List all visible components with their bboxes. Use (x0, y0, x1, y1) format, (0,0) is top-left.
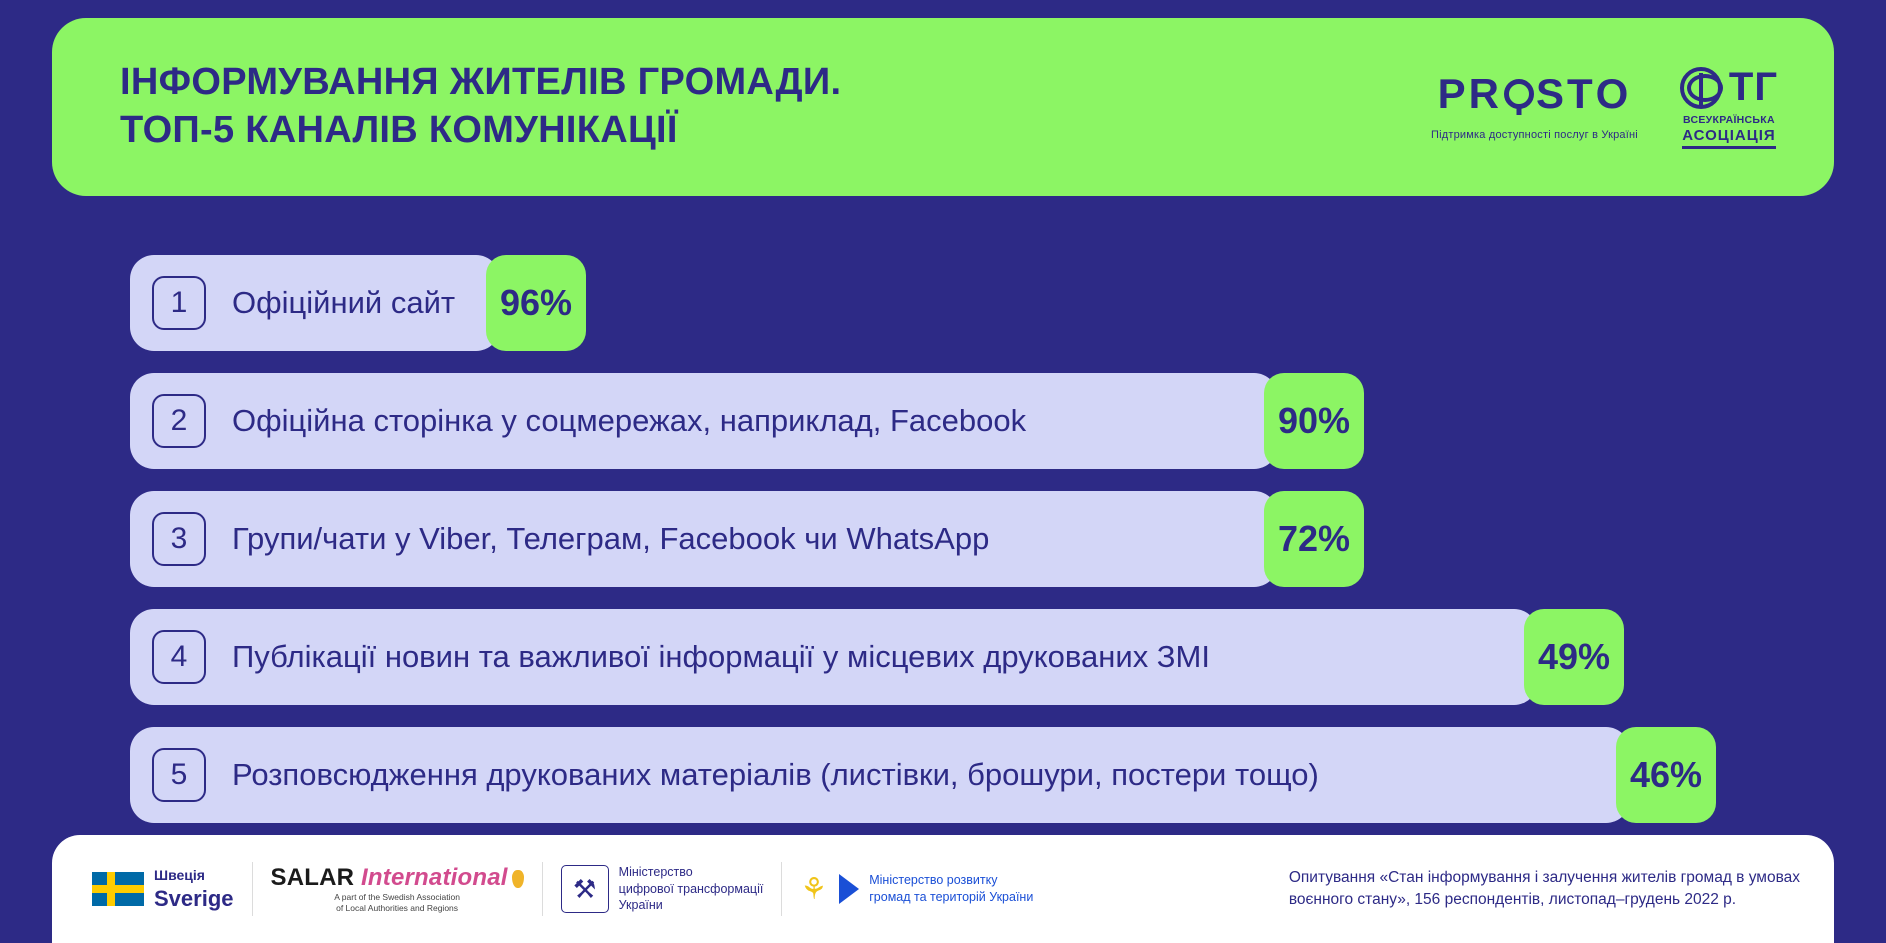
survey-note (1289, 867, 1800, 910)
sweden-logo (92, 867, 234, 911)
rank-number: 2 (152, 394, 206, 448)
logo-group (1431, 65, 1778, 149)
arrow-icon (839, 874, 859, 904)
channel-label: Публікації новин та важливої інформації у місцевих друкованих ЗМІ (232, 639, 1210, 674)
rank-number: 4 (152, 630, 206, 684)
rank-bar (130, 373, 1278, 469)
percent-badge: 72% (1264, 491, 1364, 587)
ministry-digital-line-2: цифрової трансформації (618, 881, 764, 896)
title-line-2: ТОП-5 КАНАЛІВ КОМУНІКАЦІЇ (120, 109, 678, 151)
header-banner (52, 18, 1834, 196)
footer-bar (52, 835, 1834, 943)
list-item (130, 727, 1770, 823)
channel-label: Офіційний сайт (232, 285, 456, 320)
channel-label: Офіційна сторінка у соцмережах, наприклад, Facebook (232, 403, 1027, 438)
tryzub-icon: ⚘ (800, 872, 828, 906)
ranking-list (130, 255, 1770, 845)
percent-badge: 96% (486, 255, 586, 351)
page-title (120, 59, 841, 155)
rank-bar (130, 609, 1538, 705)
prosto-st: ST (1535, 70, 1596, 117)
sweden-label-sv: Sverige (154, 885, 234, 911)
rank-bar (130, 727, 1630, 823)
prosto-tagline: Підтримка доступності послуг в Україні (1430, 129, 1638, 141)
ministry-digital-logo (561, 864, 764, 915)
divider (542, 862, 543, 916)
salar-name: SALAR (270, 863, 355, 891)
ministry-digital-line-3: України (618, 898, 663, 913)
globe-icon (1680, 67, 1722, 109)
channel-label: Розповсюдження друкованих матеріалів (листівки, брошури, постери тощо) (232, 757, 1319, 792)
survey-note-line-2: воєнного стану», 156 респондентів, листопад–грудень 2022 р. (1288, 891, 1737, 908)
salar-wordmark (271, 864, 524, 892)
list-item (130, 373, 1770, 469)
prosto-pr: PR (1437, 70, 1502, 117)
ministry-digital-line-1: Міністерство (618, 864, 693, 879)
ministry-development-logo (800, 872, 1033, 907)
tg-sub-line-2: АСОЦІАЦІЯ (1682, 127, 1775, 149)
list-item (130, 255, 1770, 351)
tg-sub-line-1: ВСЕУКРАЇНСЬКА (1683, 114, 1775, 126)
sweden-flag-icon (92, 872, 144, 906)
salar-sub-1: A part of the Swedish Association (334, 891, 460, 902)
ministry-dev-line-2: громад та територій України (869, 890, 1034, 904)
salar-logo (271, 864, 524, 914)
coat-of-arms-icon: ⚒ (561, 865, 609, 913)
prosto-wordmark (1437, 70, 1632, 117)
tg-logo-top (1680, 65, 1778, 110)
rank-bar (130, 255, 500, 351)
list-item (130, 491, 1770, 587)
title-line-1: ІНФОРМУВАННЯ ЖИТЕЛІВ ГРОМАДИ. (120, 61, 842, 104)
rank-bar (130, 491, 1278, 587)
prosto-last-o: O (1595, 70, 1632, 117)
percent-badge: 46% (1616, 727, 1716, 823)
sweden-label-uk: Швеція (154, 867, 205, 884)
salar-sub-2: of Local Authorities and Regions (336, 903, 459, 913)
map-pin-icon (512, 870, 524, 888)
percent-badge: 90% (1264, 373, 1364, 469)
channel-label: Групи/чати у Viber, Телеграм, Facebook чи WhatsApp (232, 521, 990, 556)
tg-letters: ТГ (1728, 65, 1778, 109)
salar-international: International (361, 863, 508, 891)
rank-number: 1 (152, 276, 206, 330)
divider (781, 862, 782, 916)
list-item (130, 609, 1770, 705)
rank-number: 5 (152, 748, 206, 802)
survey-note-line-1: Опитування «Стан інформування і залучення жителів громад в умовах (1288, 869, 1800, 887)
divider (252, 862, 253, 916)
rank-number: 3 (152, 512, 206, 566)
percent-badge: 49% (1524, 609, 1624, 705)
prosto-logo (1430, 70, 1638, 141)
prosto-o-icon (1504, 79, 1534, 109)
tg-association-logo (1680, 65, 1778, 149)
ministry-dev-line-1: Міністерство розвитку (869, 873, 998, 888)
